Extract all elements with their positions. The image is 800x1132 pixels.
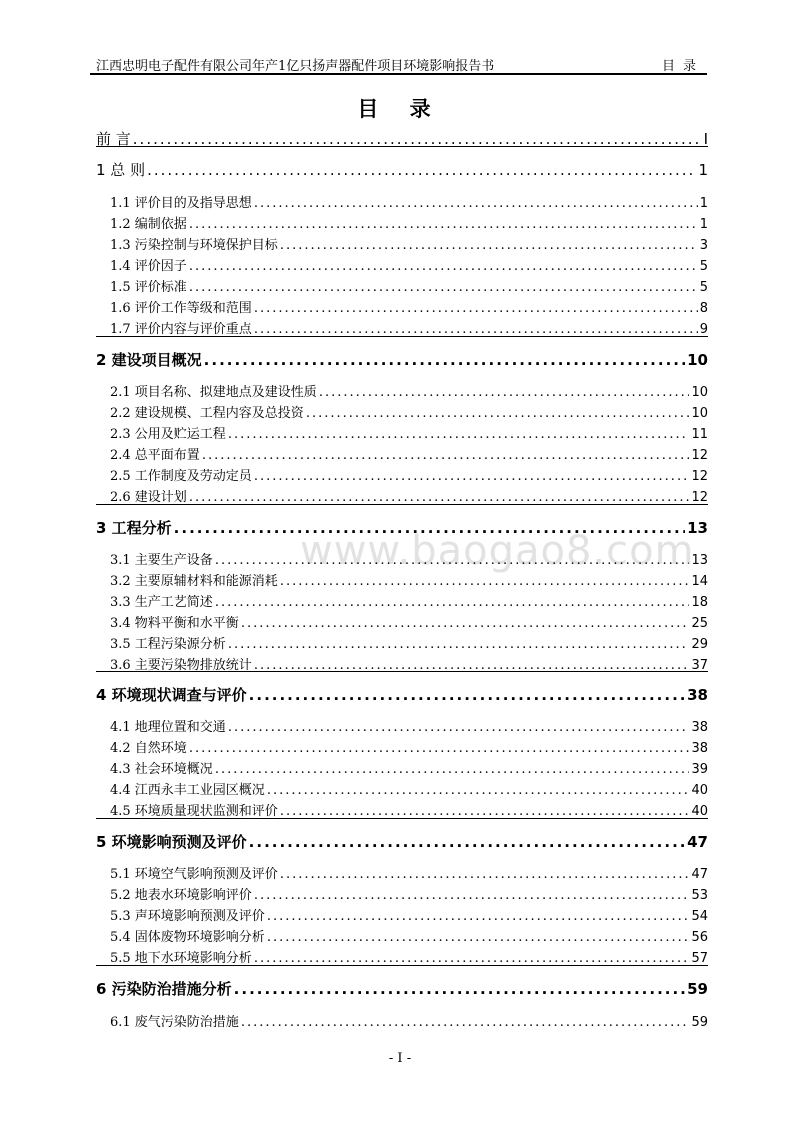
toc-entry-page: 5	[699, 280, 708, 295]
dot-leader	[249, 686, 685, 704]
toc-entry-label: 1.2 编制依据	[110, 217, 187, 232]
toc-entry-page: 39	[691, 762, 708, 777]
dot-leader	[189, 741, 690, 756]
toc-chapter[interactable]	[96, 978, 708, 999]
dot-leader	[254, 196, 698, 211]
chapter-separator	[96, 965, 708, 966]
chapter-separator	[96, 671, 708, 672]
toc-section[interactable]	[96, 549, 708, 568]
dot-leader	[254, 322, 698, 337]
toc-entry-label: 6.1 废气污染防治措施	[110, 1015, 239, 1030]
toc-entry-page: I	[703, 130, 708, 148]
dot-leader	[254, 951, 690, 966]
toc-entry-page: 53	[691, 888, 708, 903]
toc-chapter[interactable]	[96, 349, 708, 370]
dot-leader	[215, 762, 690, 777]
toc-section[interactable]	[96, 234, 708, 253]
dot-leader	[249, 833, 685, 851]
toc-entry-page: 1	[699, 217, 708, 232]
toc-entry-page: 47	[687, 833, 708, 851]
dot-leader	[280, 804, 690, 819]
dot-leader	[228, 427, 690, 442]
toc-entry-label: 前 言	[96, 130, 131, 148]
toc-entry-label: 1 总 则	[96, 161, 146, 179]
toc-entry-page: 10	[687, 351, 708, 369]
dot-leader	[204, 351, 685, 369]
dot-leader	[189, 280, 698, 295]
toc-entry-label: 1.7 评价内容与评价重点	[110, 322, 252, 337]
dot-leader	[319, 385, 690, 400]
toc-entry-label: 3.1 主要生产设备	[110, 553, 213, 568]
toc-entry-page: 40	[691, 804, 708, 819]
toc-entry-page: 38	[691, 720, 708, 735]
toc-section[interactable]	[96, 716, 708, 735]
dot-leader	[267, 930, 690, 945]
dot-leader	[254, 301, 698, 316]
dot-leader	[280, 238, 698, 253]
toc-entry-page: 59	[687, 980, 708, 998]
toc-entry-label: 2.5 工作制度及劳动定员	[110, 469, 252, 484]
header-rule	[90, 73, 707, 75]
toc-entry-page: 57	[691, 951, 708, 966]
toc-section[interactable]	[96, 255, 708, 274]
toc-entry-label: 3.3 生产工艺简述	[110, 595, 213, 610]
dot-leader	[267, 783, 690, 798]
toc-entry-page: 38	[691, 741, 708, 756]
dot-leader	[228, 720, 690, 735]
toc-entry-page: 1	[698, 161, 708, 179]
toc-section[interactable]	[96, 486, 708, 505]
toc-entry-page: 40	[691, 783, 708, 798]
toc-entry-label: 5 环境影响预测及评价	[96, 833, 247, 851]
toc-entry-page: 12	[691, 490, 708, 505]
dot-leader	[241, 1015, 690, 1030]
toc-entry-label: 4.1 地理位置和交通	[110, 720, 226, 735]
toc-entry-page: 12	[691, 469, 708, 484]
dot-leader	[306, 406, 690, 421]
toc-entry-page: 56	[691, 930, 708, 945]
dot-leader	[254, 888, 690, 903]
toc-entry-label: 3.5 工程污染源分析	[110, 637, 226, 652]
toc-entry-page: 47	[691, 867, 708, 882]
toc-entry-label: 4.2 自然环境	[110, 741, 187, 756]
dot-leader	[189, 259, 698, 274]
toc-section[interactable]	[96, 192, 708, 211]
dot-leader	[228, 637, 690, 652]
page-number: - I -	[388, 1051, 412, 1066]
toc-entry-label: 5.3 声环境影响预测及评价	[110, 909, 265, 924]
toc-section[interactable]	[96, 570, 708, 589]
toc-entry-label: 4.4 江西永丰工业园区概况	[110, 783, 265, 798]
dot-leader	[189, 217, 698, 232]
toc-chapter[interactable]	[96, 831, 708, 852]
toc-entry-page: 10	[691, 406, 708, 421]
toc-entry-label: 3.4 物料平衡和水平衡	[110, 616, 239, 631]
toc-chapter[interactable]	[96, 159, 708, 180]
toc-entry-page: 18	[691, 595, 708, 610]
running-header-title: 江西忠明电子配件有限公司年产1亿只扬声器配件项目环境影响报告书	[96, 59, 495, 74]
toc-entry-page: 54	[691, 909, 708, 924]
toc-entry-page: 10	[691, 385, 708, 400]
toc-entry-page: 13	[691, 553, 708, 568]
toc-entry-page: 8	[699, 301, 708, 316]
toc-entry-label: 1.5 评价标准	[110, 280, 187, 295]
toc-entry-page: 12	[691, 448, 708, 463]
toc-section[interactable]	[96, 612, 708, 631]
dot-leader	[147, 161, 696, 179]
chapter-separator	[96, 818, 708, 819]
chapter-separator	[96, 504, 708, 505]
toc-entry-label: 1.3 污染控制与环境保护目标	[110, 238, 278, 253]
toc-entry-label: 5.2 地表水环境影响评价	[110, 888, 252, 903]
toc-entry-label: 2.2 建设规模、工程内容及总投资	[110, 406, 304, 421]
dot-leader	[234, 980, 685, 998]
toc-entry-label: 2.3 公用及贮运工程	[110, 427, 226, 442]
toc-entry-page: 25	[691, 616, 708, 631]
toc-section[interactable]	[96, 381, 708, 400]
toc-entry-label: 3.6 主要污染物排放统计	[110, 658, 252, 673]
dot-leader	[254, 469, 690, 484]
toc-section[interactable]	[96, 758, 708, 777]
toc-section[interactable]	[96, 947, 708, 966]
toc-entry-page: 11	[691, 427, 708, 442]
toc-entry-label: 5.5 地下水环境影响分析	[110, 951, 252, 966]
toc-section[interactable]	[96, 213, 708, 232]
toc-entry-page: 38	[687, 686, 708, 704]
toc-section[interactable]	[96, 737, 708, 756]
chapter-separator	[96, 336, 708, 337]
dot-leader	[202, 448, 690, 463]
toc-entry-label: 4.3 社会环境概况	[110, 762, 213, 777]
dot-leader	[215, 553, 690, 568]
toc-section[interactable]	[96, 800, 708, 819]
toc-section[interactable]	[96, 1011, 708, 1030]
dot-leader	[174, 519, 685, 537]
toc-entry-page: 59	[691, 1015, 708, 1030]
toc-section[interactable]	[96, 591, 708, 610]
toc-entry-page: 14	[691, 574, 708, 589]
toc-section[interactable]	[96, 884, 708, 903]
page-title: 目 录	[357, 96, 443, 121]
running-header-section: 目录	[661, 59, 704, 74]
toc-entry-label: 3 工程分析	[96, 519, 172, 537]
toc-entry-label: 6 污染防治措施分析	[96, 980, 232, 998]
watermark: www.baogao8.com	[300, 528, 695, 574]
toc-entry-page: 5	[699, 259, 708, 274]
toc-entry-label: 1.4 评价因子	[110, 259, 187, 274]
toc-chapter[interactable]	[96, 517, 708, 538]
toc-entry-label: 1.1 评价目的及指导思想	[110, 196, 252, 211]
toc-entry-label: 1.6 评价工作等级和范围	[110, 301, 252, 316]
toc-entry-label: 5.1 环境空气影响预测及评价	[110, 867, 278, 882]
toc-entry-label: 2.4 总平面布置	[110, 448, 200, 463]
toc-section[interactable]	[96, 276, 708, 295]
toc-section[interactable]	[96, 318, 708, 337]
toc-section[interactable]	[96, 905, 708, 924]
dot-leader	[215, 595, 690, 610]
toc-entry-label: 4.5 环境质量现状监测和评价	[110, 804, 278, 819]
toc-section[interactable]	[96, 863, 708, 882]
toc-entry-page: 13	[687, 519, 708, 537]
dot-leader	[189, 490, 690, 505]
dot-leader	[267, 909, 690, 924]
toc-section[interactable]	[96, 402, 708, 421]
toc-entry-label: 4 环境现状调查与评价	[96, 686, 247, 704]
toc-entry-label: 2.1 项目名称、拟建地点及建设性质	[110, 385, 317, 400]
dot-leader	[241, 616, 690, 631]
toc-section[interactable]	[96, 297, 708, 316]
toc-chapter[interactable]	[96, 684, 708, 705]
toc-section[interactable]	[96, 926, 708, 945]
toc-entry-page: 29	[691, 637, 708, 652]
toc-section[interactable]	[96, 779, 708, 798]
toc-entry-page: 3	[699, 238, 708, 253]
toc-entry-page: 37	[691, 658, 708, 673]
chapter-separator	[96, 146, 708, 147]
toc-section[interactable]	[96, 423, 708, 442]
toc-entry-page: 1	[699, 196, 708, 211]
toc-entry-label: 5.4 固体废物环境影响分析	[110, 930, 265, 945]
toc-section[interactable]	[96, 444, 708, 463]
toc-section[interactable]	[96, 633, 708, 652]
toc-entry-label: 3.2 主要原辅材料和能源消耗	[110, 574, 278, 589]
toc-section[interactable]	[96, 465, 708, 484]
dot-leader	[280, 574, 690, 589]
toc-entry-page: 9	[699, 322, 708, 337]
toc-entry-label: 2 建设项目概况	[96, 351, 202, 369]
dot-leader	[280, 867, 690, 882]
toc-entry-label: 2.6 建设计划	[110, 490, 187, 505]
